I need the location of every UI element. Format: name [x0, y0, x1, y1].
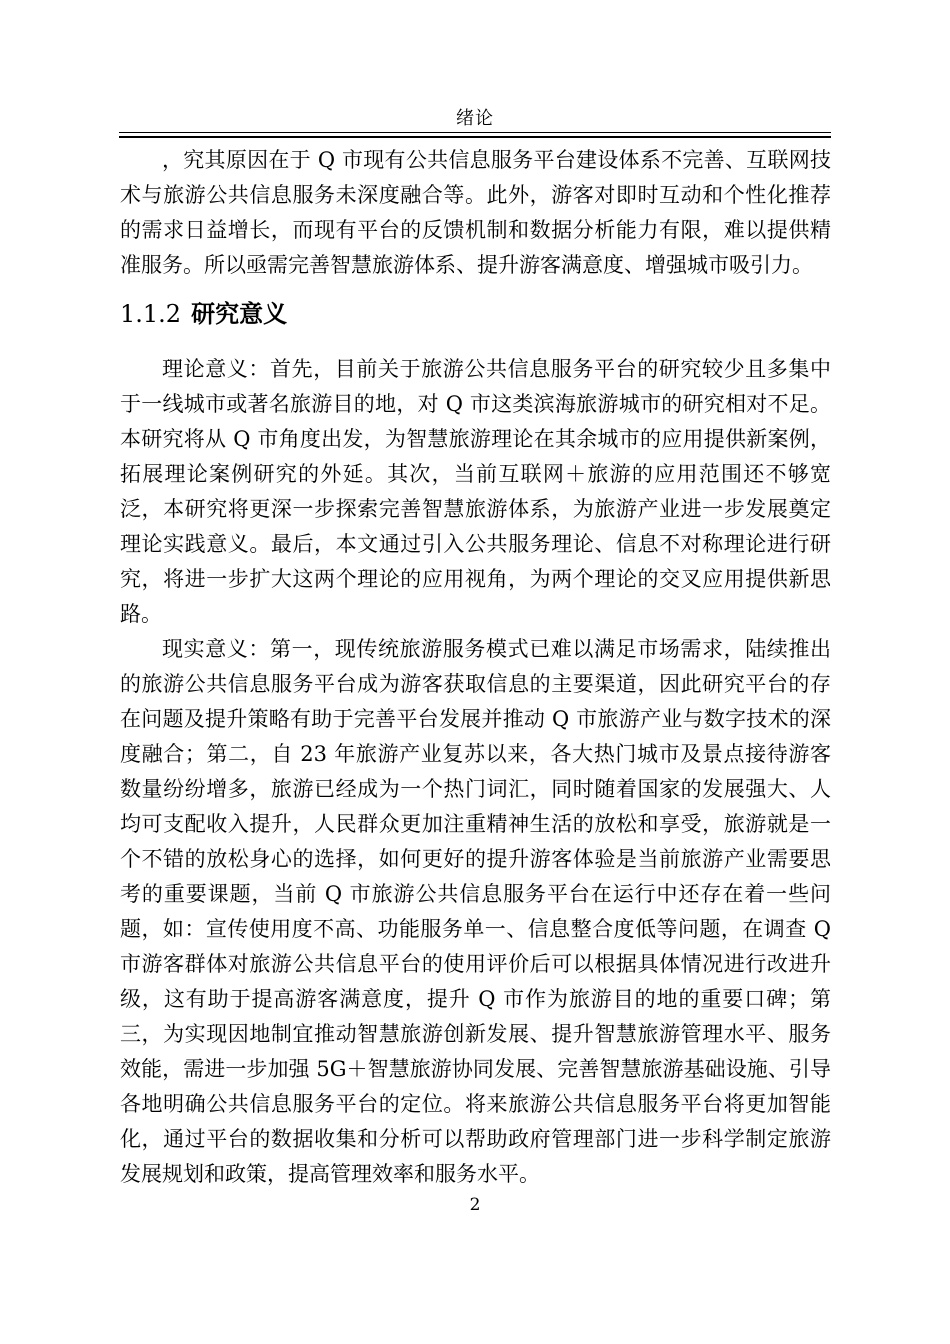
intro-paragraph: ，究其原因在于 Q 市现有公共信息服务平台建设体系不完善、互联网技术与旅游公共信息服务未深度融合等。此外，游客对即时互动和个性化推荐的需求日益增长，而现有平台的反馈机制和数据分析能力有限，难以提供精准服务。所以亟需完善智慧旅游体系、提升游客满意度、增强城市吸引力。: [120, 148, 831, 277]
theoretical-significance-paragraph: 理论意义：首先，目前关于旅游公共信息服务平台的研究较少且多集中于一线城市或著名旅游目的地，对 Q 市这类滨海旅游城市的研究相对不足。本研究将从 Q 市角度出发，为智慧旅游理论在其余城市的应用提供新案例，拓展理论案例研究的外延。其次，当前互联网＋旅游的应用范围还不够宽泛，本研究将更深一步探索完善智慧旅游体系，为旅游产业进一步发展奠定理论实践意义。最后，本文通过引入公共服务理论、信息不对称理论进行研究，将进一步扩大这两个理论的应用视角，为两个理论的交叉应用提供新思路。: [120, 357, 831, 626]
section-heading-title: 研究意义: [191, 300, 288, 328]
running-header-title: 绪论: [456, 108, 494, 129]
section-heading: [120, 297, 831, 331]
header-double-rule: [119, 132, 831, 138]
section-heading-number: 1.1.2: [120, 300, 182, 328]
page-number: 2: [469, 1195, 481, 1215]
practical-significance-paragraph: 现实意义：第一，现传统旅游服务模式已难以满足市场需求，陆续推出的旅游公共信息服务平台成为游客获取信息的主要渠道，因此研究平台的存在问题及提升策略有助于完善平台发展并推动 Q 市旅游产业与数字技术的深度融合；第二，自 23 年旅游产业复苏以来，各大热门城市及景点接待游客数量纷纷增多，旅游已经成为一个热门词汇，同时随着国家的发展强大、人均可支配收入提升，人民群众更加注重精神生活的放松和享受，旅游就是一个不错的放松身心的选择，如何更好的提升游客体验是当前旅游产业需要思考的重要课题，当前 Q 市旅游公共信息服务平台在运行中还存在着一些问题，如：宣传使用度不高、功能服务单一、信息整合度低等问题，在调查 Q 市游客群体对旅游公共信息平台的使用评价后可以根据具体情况进行改进升级，这有助于提高游客满意度，提升 Q 市作为旅游目的地的重要口碑；第三，为实现因地制宜推动智慧旅游创新发展、提升智慧旅游管理水平、服务效能，需进一步加强 5G＋智慧旅游协同发展、完善智慧旅游基础设施、引导各地明确公共信息服务平台的定位。将来旅游公共信息服务平台将更加智能化，通过平台的数据收集和分析可以帮助政府管理部门进一步科学制定旅游发展规划和政策，提高管理效率和服务水平。: [120, 637, 831, 1186]
page-body: [120, 143, 831, 1192]
